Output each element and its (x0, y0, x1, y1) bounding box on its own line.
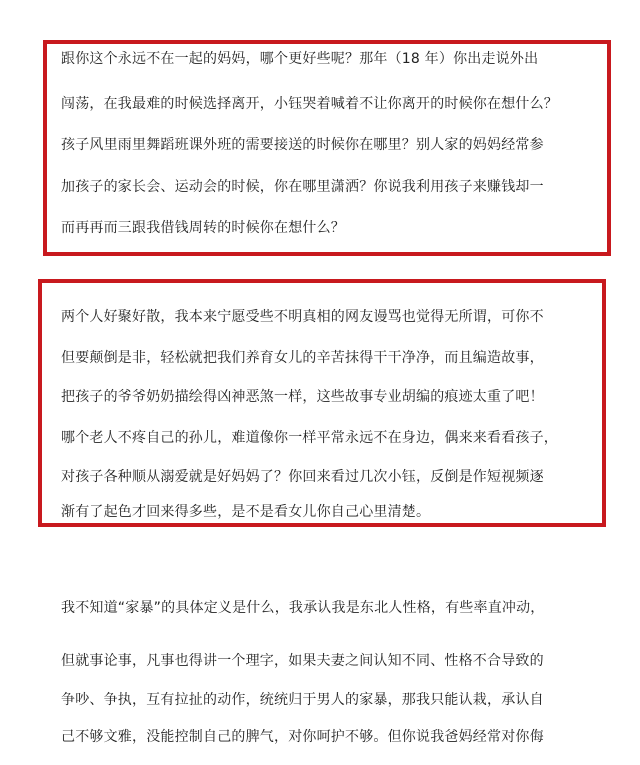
box2-line-6: 渐有了起色才回来得多些，是不是看女儿你自己心里清楚。 (61, 504, 431, 520)
box1-line-1: 跟你这个永远不在一起的妈妈，哪个更好些呢？那年（18 年）你出走说外出 (61, 51, 539, 67)
body-line-2: 但就事论事，凡事也得讲一个理字，如果夫妻之间认知不同、性格不合导致的 (61, 653, 544, 669)
box2-line-2: 但要颠倒是非，轻松就把我们养育女儿的辛苦抹得干干净净，而且编造故事， (61, 350, 544, 366)
box2-line-3: 把孩子的爷爷奶奶描绘得凶神恶煞一样，这些故事专业胡编的痕迹太重了吧！ (61, 389, 544, 405)
body-line-1: 我不知道“家暴”的具体定义是什么，我承认我是东北人性格，有些率直冲动， (61, 600, 545, 616)
box1-line-4: 加孩子的家长会、运动会的时候，你在哪里潇洒？你说我利用孩子来赚钱却一 (61, 179, 544, 195)
body-line-3: 争吵、争执，互有拉扯的动作，统统归于男人的家暴，那我只能认栽，承认自 (61, 692, 544, 708)
box2-line-5: 对孩子各种顺从溺爱就是好妈妈了？你回来看过几次小钰，反倒是作短视频逐 (61, 469, 544, 485)
box1-line-5: 而再再而三跟我借钱周转的时候你在想什么？ (61, 220, 345, 236)
box1-line-2: 闯荡，在我最难的时候选择离开，小钰哭着喊着不让你离开的时候你在想什么？ (61, 96, 558, 112)
highlight-box-2 (38, 279, 606, 527)
box2-line-1: 两个人好聚好散，我本来宁愿受些不明真相的网友谩骂也觉得无所谓，可你不 (61, 309, 544, 325)
box1-line-3: 孩子风里雨里舞蹈班课外班的需要接送的时候你在哪里？别人家的妈妈经常参 (61, 137, 544, 153)
box2-line-4: 哪个老人不疼自己的孙儿，难道像你一样平常永远不在身边，偶来来看看孩子， (61, 430, 558, 446)
body-line-4: 己不够文雅，没能控制自己的脾气，对你呵护不够。但你说我爸妈经常对你侮 (61, 729, 544, 745)
highlight-box-1 (43, 40, 611, 256)
